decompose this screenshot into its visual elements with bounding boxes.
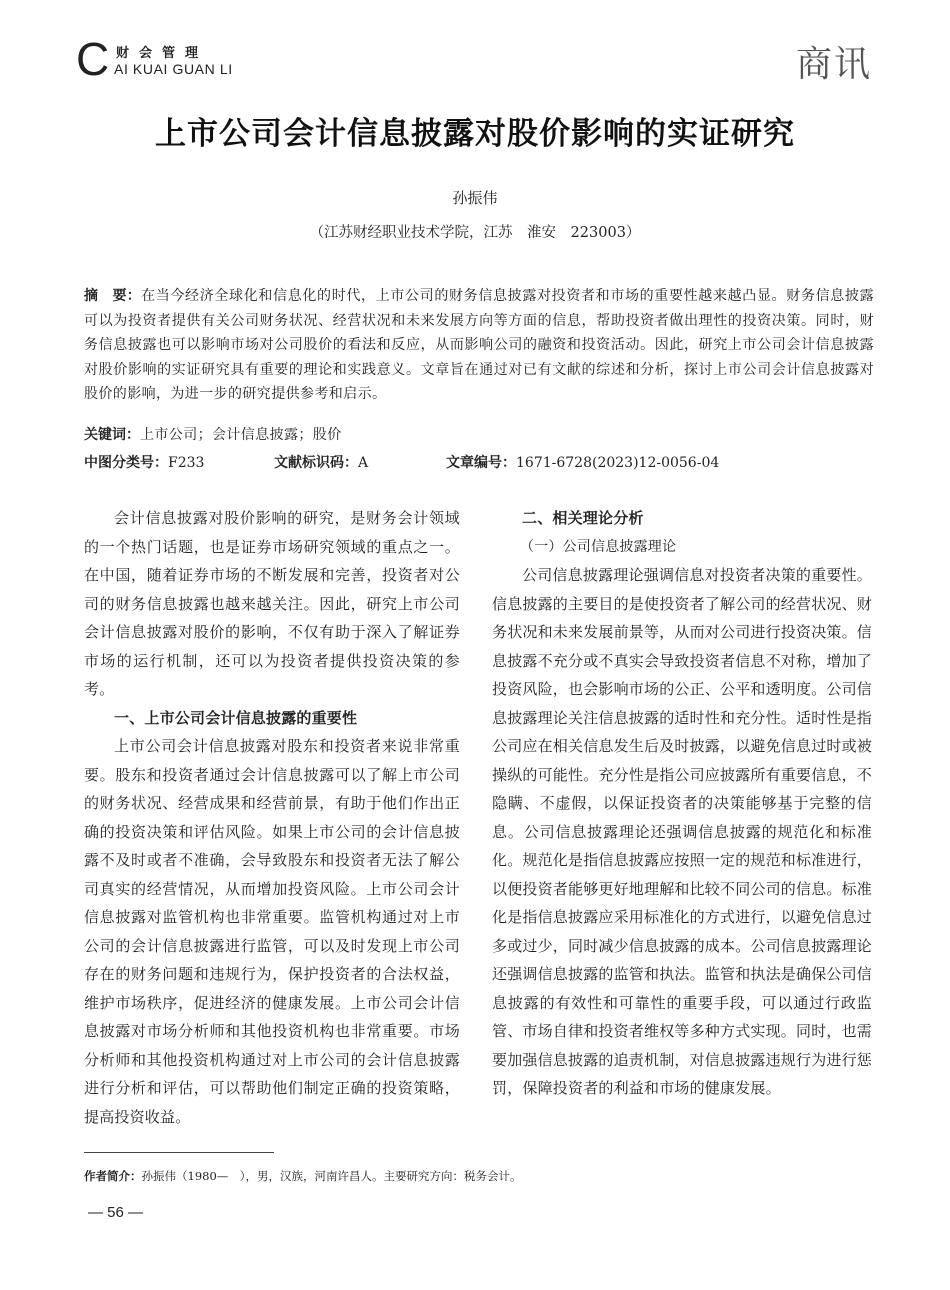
abstract-label: 摘 要：	[84, 288, 142, 304]
keywords-text: 上市公司；会计信息披露；股价	[140, 427, 342, 443]
body-column-left	[84, 504, 460, 1131]
article-title: 上市公司会计信息披露对股价影响的实证研究	[155, 116, 795, 152]
section-2-heading: 二、相关理论分析	[522, 509, 644, 527]
keywords	[84, 423, 874, 447]
section-1-heading: 一、上市公司会计信息披露的重要性	[114, 708, 358, 727]
journal-name-pinyin: AI KUAI GUAN LI	[114, 61, 233, 77]
footnote-text: 孙振伟（1980— ），男，汉族，河南许昌人。主要研究方向：税务会计。	[141, 1169, 522, 1183]
publisher-brand: 商讯	[795, 44, 872, 85]
article-number-value: 1671-6728(2023)12-0056-04	[516, 455, 720, 471]
section-2-paragraph: 公司信息披露理论强调信息对投资者决策的重要性。信息披露的主要目的是使投资者了解公司的经营状况、财务状况和未来发展前景等，从而对公司进行投资决策。信息披露不充分或不真实会导致投资者信息不对称，增加了投资风险，也会影响市场的公正、公平和透明度。公司信息披露理论关注信息披露的适时性和充分性。适时性是指公司应在相关信息发生后及时披露，以避免信息过时或被操纵的可能性。充分性是指公司应披露所有重要信息，不隐瞒、不虚假，以保证投资者的决策能够基于完整的信息。公司信息披露理论还强调信息披露的规范化和标准化。规范化是指信息披露应按照一定的规范和标准进行，以便投资者能够更好地理解和比较不同公司的信息。标准化是指信息披露应采用标准化的方式进行，以避免信息过多或过少，同时减少信息披露的成本。公司信息披露理论还强调信息披露的监管和执法。监管和执法是确保公司信息披露的有效性和可靠性的重要手段，可以通过行政监管、市场自律和投资者维权等多种方式实现。同时，也需要加强信息披露的追责机制，对信息披露违规行为进行惩罚，保障投资者的利益和市场的健康发展。	[492, 566, 873, 1097]
doc-code-value: A	[358, 455, 369, 471]
article-number-field	[446, 451, 719, 475]
abstract-text: 在当今经济全球化和信息化的时代，上市公司的财务信息披露对投资者和市场的重要性越来越凸显。财务信息披露可以为投资者提供有关公司财务状况、经营状况和未来发展方向等方面的信息，帮助投资者做出理性的投资决策。同时，财务信息披露也可以影响市场对公司股价的看法和反应，从而影响公司的融资和投资活动。因此，研究上市公司会计信息披露对股价影响的实证研究具有重要的理论和实践意义。文章旨在通过对已有文献的综述和分析，探讨上市公司会计信息披露对股价的影响，为进一步的研究提供参考和启示。	[84, 288, 875, 402]
keywords-label: 关键词：	[84, 427, 140, 443]
journal-logo-letter: C	[76, 33, 110, 85]
abstract	[84, 284, 874, 407]
author-affiliation: （江苏财经职业技术学院，江苏 淮安 223003）	[309, 225, 641, 241]
author-footnote	[84, 1167, 874, 1185]
subsection-2-1-heading: （一）公司信息披露理论	[520, 538, 677, 555]
footnote-label: 作者简介：	[84, 1169, 142, 1183]
body-column-right	[492, 504, 872, 1103]
footnote-divider	[84, 1152, 274, 1153]
clc-field	[84, 451, 204, 475]
clc-value: F233	[168, 455, 205, 471]
clc-label: 中图分类号：	[84, 455, 168, 471]
article-author: 孙振伟	[452, 189, 498, 207]
doc-code-field	[274, 451, 368, 475]
article-number-label: 文章编号：	[446, 455, 516, 471]
section-1-paragraph: 上市公司会计信息披露对股东和投资者来说非常重要。股东和投资者通过会计信息披露可以了解上市公司的财务状况、经营成果和经营前景，有助于他们作出正确的投资决策和评估风险。如果上市公司的会计信息披露不及时或者不准确，会导致股东和投资者无法了解公司真实的经营情况，从而增加投资风险。上市公司会计信息披露对监管机构也非常重要。监管机构通过对上市公司的会计信息披露进行监管，可以及时发现上市公司存在的财务问题和违规行为，保护投资者的合法权益，维护市场秩序，促进经济的健康发展。上市公司会计信息披露对市场分析师和其他投资机构也非常重要。市场分析师和其他投资机构通过对上市公司的会计信息披露进行分析和评估，可以帮助他们制定正确的投资策略，提高投资收益。	[84, 737, 460, 1126]
doc-code-label: 文献标识码：	[274, 455, 358, 471]
page-number: — 56 —	[88, 1204, 144, 1221]
journal-name-chinese: 财会管理	[116, 46, 209, 61]
intro-paragraph: 会计信息披露对股价影响的研究，是财务会计领域的一个热门话题，也是证券市场研究领域的重点之一。在中国，随着证券市场的不断发展和完善，投资者对公司的财务信息披露也越来越关注。因此，研究上市公司会计信息披露对股价的影响，不仅有助于深入了解证券市场的运行机制，还可以为投资者提供投资决策的参考。	[84, 509, 460, 698]
